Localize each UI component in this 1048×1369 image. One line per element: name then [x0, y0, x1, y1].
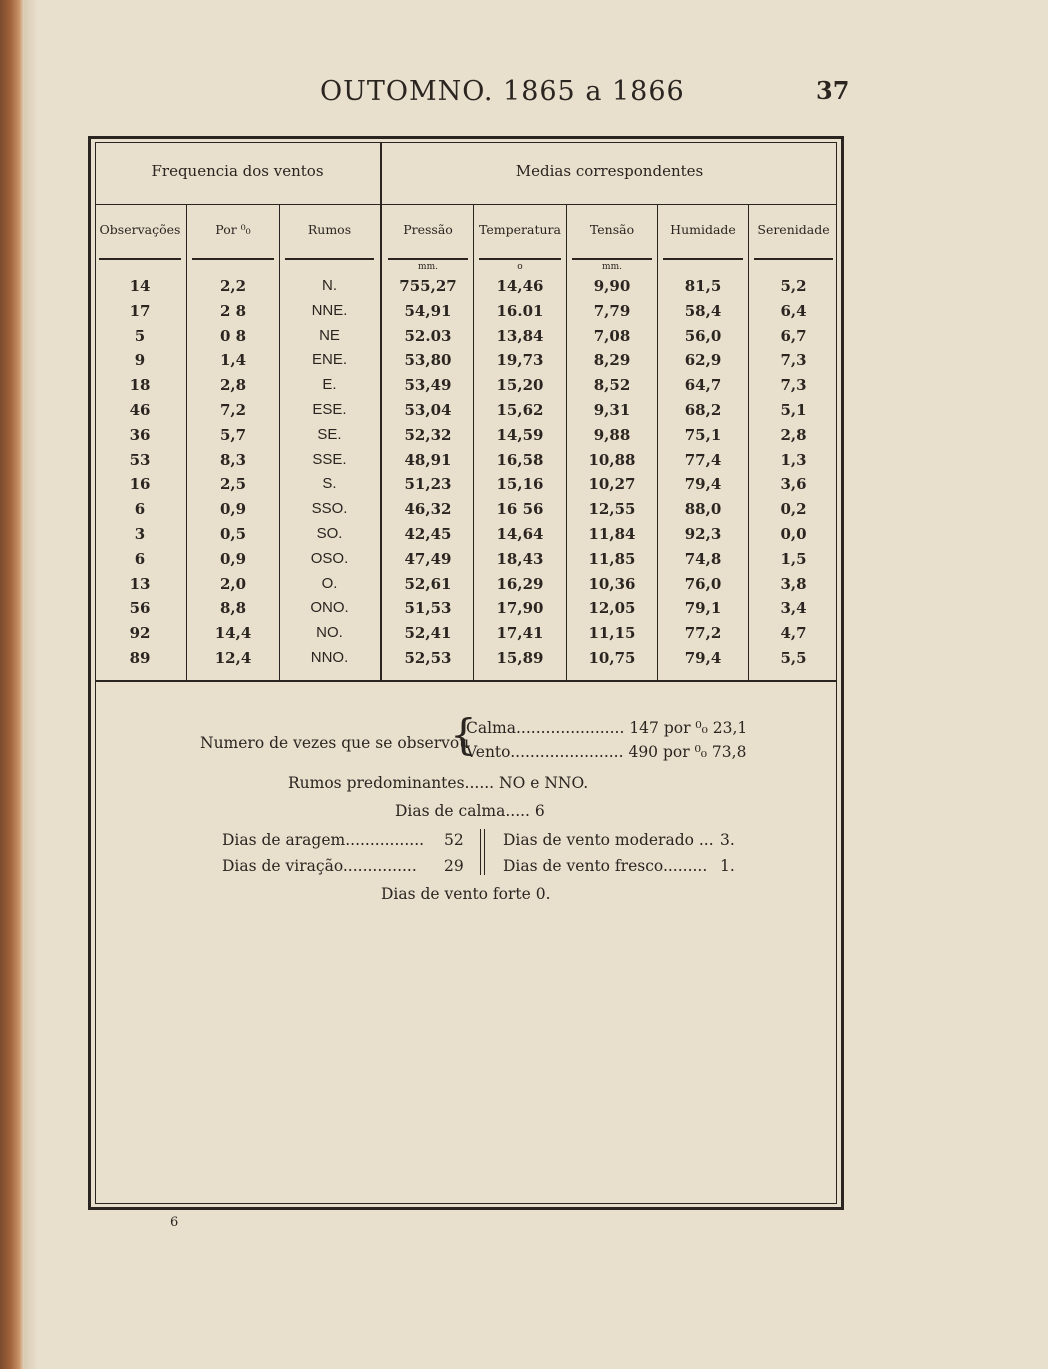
- cell-por-cento: 5,7: [219, 425, 247, 444]
- cell-temperatura: 19,73: [496, 351, 544, 370]
- cell-observacoes: 5: [134, 326, 146, 345]
- page-number: 37: [816, 76, 850, 105]
- cell-serenidade: 1,3: [780, 450, 807, 469]
- cell-humidade: 77,4: [684, 450, 722, 469]
- cell-observacoes: 36: [129, 425, 151, 444]
- cell-rumos: NO.: [316, 624, 343, 642]
- cell-observacoes: 92: [129, 624, 151, 643]
- forte-line: Dias de vento forte 0.: [381, 885, 551, 903]
- cell-observacoes: 56: [129, 599, 151, 618]
- double-rule-left: [480, 829, 481, 875]
- cell-por-cento: 12,4: [214, 649, 252, 667]
- cell-por-cento: 0 8: [219, 326, 247, 345]
- cell-pressao: 48,91: [404, 450, 452, 469]
- cell-tensao: 12,55: [588, 500, 636, 519]
- cell-pressao: 53,04: [404, 401, 452, 419]
- cell-temperatura: 18,43: [496, 549, 544, 568]
- viracao-value: 29: [444, 857, 464, 875]
- cell-por-cento: 2 8: [219, 301, 247, 320]
- cell-pressao: 51,53: [404, 599, 452, 618]
- cell-observacoes: 6: [134, 549, 146, 568]
- cell-rumos: NNO.: [310, 649, 349, 666]
- cell-serenidade: 3,4: [780, 599, 807, 618]
- cell-tensao: 8,52: [593, 376, 631, 395]
- cell-tensao: 12,05: [588, 599, 636, 618]
- column-rule: [473, 205, 474, 682]
- cell-por-cento: 1,4: [219, 351, 247, 370]
- cell-temperatura: 17,90: [496, 599, 544, 618]
- cell-por-cento: 0,5: [219, 525, 247, 543]
- page-title: OUTOMNO. 1865 a 1866: [320, 76, 685, 107]
- cell-temperatura: 13,84: [496, 326, 544, 345]
- cell-rumos: ENE.: [311, 351, 347, 369]
- unit-temperatura: o: [517, 262, 523, 272]
- cell-temperatura: 15,20: [496, 376, 544, 395]
- cell-rumos: NE: [319, 326, 340, 344]
- cell-tensao: 11,84: [588, 525, 636, 543]
- cell-pressao: 47,49: [404, 549, 452, 568]
- cell-pressao: 52,32: [404, 425, 452, 444]
- cell-pressao: 54,91: [404, 301, 452, 320]
- group-divider: [380, 142, 382, 682]
- cell-observacoes: 53: [129, 450, 151, 469]
- cell-serenidade: 0,0: [780, 525, 807, 543]
- cell-por-cento: 2,8: [219, 376, 247, 395]
- cell-observacoes: 14: [129, 277, 151, 295]
- cell-pressao: 52,53: [404, 649, 452, 667]
- cell-rumos: SSE.: [312, 450, 347, 468]
- cell-pressao: 52,41: [404, 624, 452, 643]
- cell-por-cento: 7,2: [219, 401, 247, 419]
- cell-serenidade: 5,2: [780, 277, 807, 295]
- cell-humidade: 64,7: [684, 376, 722, 395]
- rumos-line: Rumos predominantes...... NO e NNO.: [288, 774, 589, 792]
- header-underline: [192, 258, 274, 260]
- cell-serenidade: 7,3: [780, 376, 807, 395]
- cell-observacoes: 9: [134, 351, 146, 370]
- column-rule: [566, 205, 567, 682]
- cell-temperatura: 16.01: [496, 301, 544, 320]
- cell-tensao: 11,85: [588, 549, 636, 568]
- signature-mark: 6: [170, 1215, 179, 1230]
- cell-temperatura: 14,46: [496, 277, 544, 295]
- cell-temperatura: 14,64: [496, 525, 544, 543]
- cell-humidade: 92,3: [684, 525, 722, 543]
- dias-calma-line: Dias de calma..... 6: [395, 802, 545, 820]
- header-underline: [572, 258, 652, 260]
- cell-pressao: 52,61: [404, 574, 452, 593]
- cell-temperatura: 16,58: [496, 450, 544, 469]
- cell-rumos: ONO.: [310, 599, 349, 617]
- calma-line: Calma...................... 147 por ⁰₀ 23,1: [466, 719, 748, 737]
- cell-pressao: 52.03: [404, 326, 452, 345]
- cell-rumos: OSO.: [310, 549, 349, 567]
- header-underline: [285, 258, 374, 260]
- group-header-frequencia: Frequencia dos ventos: [151, 162, 324, 180]
- cell-serenidade: 6,7: [780, 326, 807, 345]
- cell-pressao: 53,49: [404, 376, 452, 395]
- cell-tensao: 11,15: [588, 624, 636, 643]
- cell-rumos: N.: [322, 277, 337, 294]
- cell-serenidade: 3,6: [780, 475, 807, 494]
- cell-humidade: 77,2: [684, 624, 722, 643]
- cell-observacoes: 6: [134, 500, 146, 519]
- header-underline: [663, 258, 743, 260]
- cell-tensao: 10,36: [588, 574, 636, 593]
- cell-pressao: 53,80: [404, 351, 452, 370]
- cell-serenidade: 7,3: [780, 351, 807, 370]
- page-gutter: [24, 0, 38, 1369]
- cell-temperatura: 15,16: [496, 475, 544, 494]
- cell-tensao: 10,27: [588, 475, 636, 494]
- cell-rumos: SE.: [317, 425, 342, 443]
- cell-observacoes: 3: [134, 525, 146, 543]
- cell-humidade: 56,0: [684, 326, 722, 345]
- cell-rumos: SSO.: [311, 500, 348, 518]
- column-rule: [279, 205, 280, 682]
- cell-por-cento: 2,0: [219, 574, 247, 593]
- cell-serenidade: 1,5: [780, 549, 807, 568]
- cell-observacoes: 89: [129, 649, 151, 667]
- cell-observacoes: 16: [129, 475, 151, 494]
- cell-humidade: 68,2: [684, 401, 722, 419]
- cell-rumos: SO.: [316, 525, 343, 542]
- table-bottom-rule: [95, 680, 837, 682]
- viracao-label: Dias de viração...............: [222, 857, 417, 875]
- cell-temperatura: 14,59: [496, 425, 544, 444]
- cell-serenidade: 5,1: [780, 401, 807, 419]
- column-header-tensao: Tensão: [589, 222, 635, 237]
- cell-pressao: 42,45: [404, 525, 452, 543]
- book-spine: [0, 0, 24, 1369]
- cell-serenidade: 0,2: [780, 500, 807, 519]
- cell-humidade: 81,5: [684, 277, 722, 295]
- cell-observacoes: 18: [129, 376, 151, 395]
- cell-humidade: 79,4: [684, 649, 722, 667]
- unit-tensao: mm.: [602, 262, 622, 272]
- cell-serenidade: 4,7: [780, 624, 807, 643]
- cell-por-cento: 2,5: [219, 475, 247, 494]
- cell-pressao: 755,27: [399, 277, 457, 295]
- cell-observacoes: 17: [129, 301, 151, 320]
- cell-humidade: 62,9: [684, 351, 722, 370]
- fresco-value: 1.: [720, 857, 735, 875]
- cell-temperatura: 17,41: [496, 624, 544, 643]
- header-underline: [388, 258, 468, 260]
- cell-humidade: 76,0: [684, 574, 722, 593]
- cell-por-cento: 0,9: [219, 500, 247, 519]
- observed-label: Numero de vezes que se observou: [200, 734, 470, 752]
- cell-tensao: 10,88: [588, 450, 636, 469]
- cell-rumos: S.: [322, 475, 337, 493]
- cell-humidade: 58,4: [684, 301, 722, 320]
- cell-tensao: 7,79: [593, 301, 631, 320]
- cell-tensao: 9,88: [593, 425, 631, 444]
- cell-rumos: O.: [321, 574, 338, 592]
- cell-serenidade: 3,8: [780, 574, 807, 593]
- page-header: [0, 76, 1048, 112]
- cell-tensao: 7,08: [593, 326, 631, 345]
- aragem-value: 52: [444, 831, 464, 849]
- cell-humidade: 79,4: [684, 475, 722, 494]
- cell-rumos: NNE.: [311, 301, 348, 319]
- column-header-rumos: Rumos: [307, 222, 352, 237]
- header-underline: [479, 258, 561, 260]
- cell-tensao: 9,31: [593, 401, 631, 419]
- cell-por-cento: 8,3: [219, 450, 247, 469]
- fresco-label: Dias de vento fresco.........: [503, 857, 708, 875]
- cell-temperatura: 15,89: [496, 649, 544, 667]
- cell-rumos: E.: [322, 376, 337, 394]
- cell-pressao: 51,23: [404, 475, 452, 494]
- double-rule-right: [484, 829, 485, 875]
- vento-line: Vento....................... 490 por ⁰₀ 73,8: [466, 743, 747, 761]
- observed-brace: {: [450, 710, 477, 759]
- column-header-observacoes: Observações: [99, 222, 181, 237]
- cell-serenidade: 2,8: [780, 425, 807, 444]
- cell-tensao: 9,90: [593, 277, 631, 295]
- unit-pressao: mm.: [418, 262, 438, 272]
- cell-por-cento: 2,2: [219, 277, 247, 295]
- cell-temperatura: 15,62: [496, 401, 544, 419]
- cell-humidade: 79,1: [684, 599, 722, 618]
- header-underline: [754, 258, 833, 260]
- cell-por-cento: 0,9: [219, 549, 247, 568]
- column-header-pressao: Pressão: [403, 222, 453, 237]
- cell-rumos: ESE.: [312, 401, 347, 418]
- column-header-serenidade: Serenidade: [757, 222, 830, 237]
- column-rule: [748, 205, 749, 682]
- cell-por-cento: 8,8: [219, 599, 247, 618]
- cell-humidade: 75,1: [684, 425, 722, 444]
- moderado-label: Dias de vento moderado ...: [503, 831, 714, 849]
- cell-observacoes: 13: [129, 574, 151, 593]
- column-rule: [186, 205, 187, 682]
- column-header-temperatura: Temperatura: [479, 222, 561, 237]
- cell-humidade: 74,8: [684, 549, 722, 568]
- column-header-humidade: Humidade: [670, 222, 736, 237]
- group-header-rule: [95, 204, 837, 205]
- header-underline: [99, 258, 181, 260]
- cell-pressao: 46,32: [404, 500, 452, 519]
- cell-tensao: 10,75: [588, 649, 636, 667]
- cell-serenidade: 6,4: [780, 301, 807, 320]
- cell-temperatura: 16,29: [496, 574, 544, 593]
- column-header-por-cento: Por ⁰₀: [215, 222, 251, 237]
- column-rule: [657, 205, 658, 682]
- cell-temperatura: 16 56: [496, 500, 544, 519]
- cell-humidade: 88,0: [684, 500, 722, 519]
- moderado-value: 3.: [720, 831, 735, 849]
- aragem-label: Dias de aragem................: [222, 831, 425, 849]
- cell-tensao: 8,29: [593, 351, 631, 370]
- cell-por-cento: 14,4: [214, 624, 252, 643]
- group-header-medias: Medias correspondentes: [515, 162, 704, 180]
- cell-observacoes: 46: [129, 401, 151, 419]
- cell-serenidade: 5,5: [780, 649, 807, 667]
